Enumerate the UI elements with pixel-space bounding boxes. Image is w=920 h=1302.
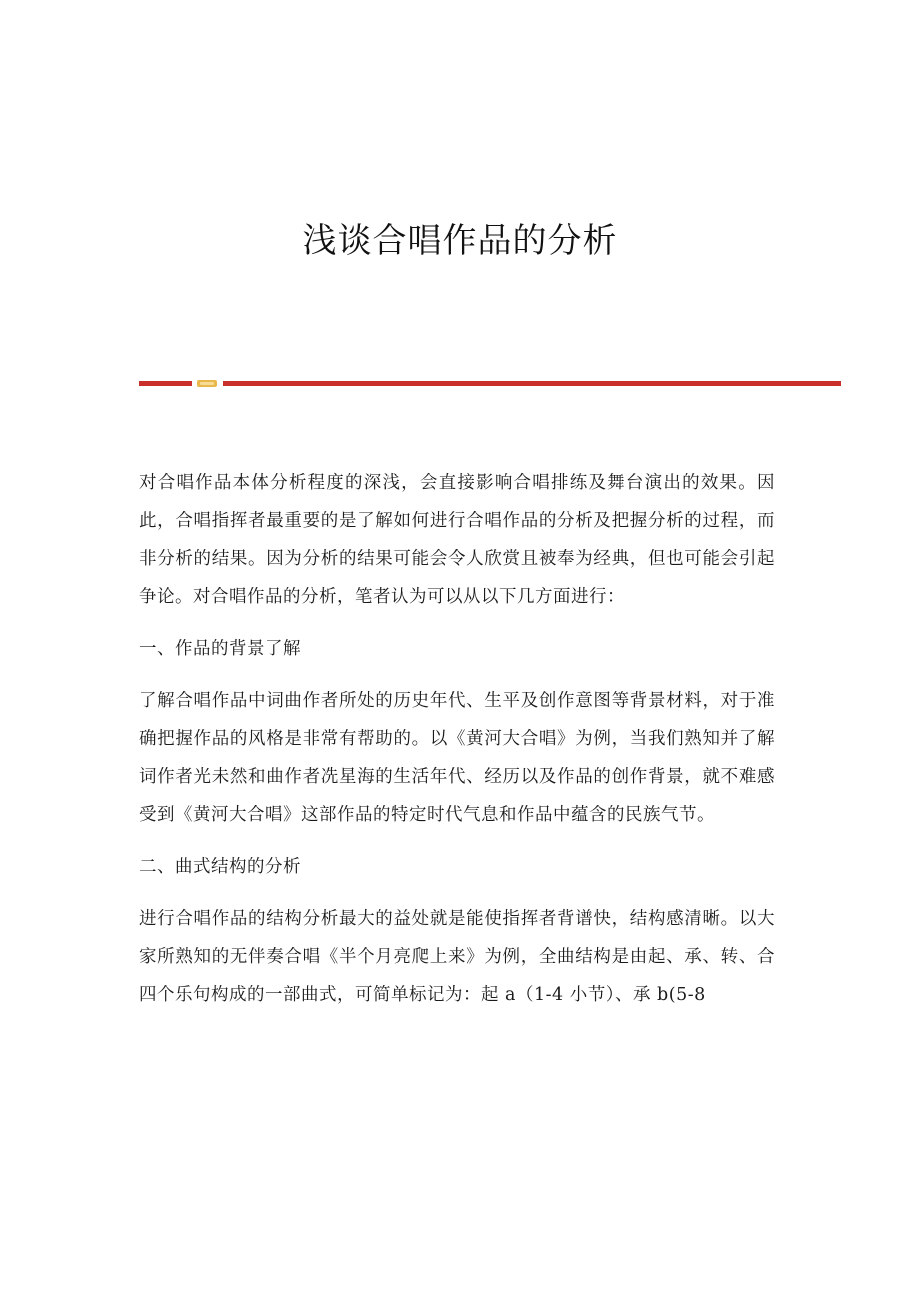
title-divider: [139, 378, 841, 390]
paragraph-background: 了解合唱作品中词曲作者所处的历史年代、生平及创作意图等背景材料，对于准确把握作品的风格是非常有帮助的。以《黄河大合唱》为例，当我们熟知并了解词作者光未然和曲作者冼星海的生活年代、经历以及作品的创作背景，就不难感受到《黄河大合唱》这部作品的特定时代气息和作品中蕴含的民族气节。: [139, 691, 775, 825]
divider-bar-left: [139, 381, 192, 386]
divider-bar-right: [223, 381, 841, 386]
document-title: 浅谈合唱作品的分析: [302, 221, 618, 261]
section-heading-background: 一、作品的背景了解: [139, 639, 301, 659]
document-body: [139, 464, 775, 1028]
paragraph-intro: 对合唱作品本体分析程度的深浅，会直接影响合唱排练及舞台演出的效果。因此，合唱指挥者最重要的是了解如何进行合唱作品的分析及把握分析的过程，而非分析的结果。因为分析的结果可能会令人欣赏且被奉为经典，但也可能会引起争论。对合唱作品的分析，笔者认为可以从以下几方面进行：: [139, 473, 775, 607]
paragraph-structure: 进行合唱作品的结构分析最大的益处就是能使指挥者背谱快，结构感清晰。以大家所熟知的无伴奏合唱《半个月亮爬上来》为例，全曲结构是由起、承、转、合四个乐句构成的一部曲式，可简单标记为：起 a（1-4 小节）、承 b(5-8: [139, 909, 775, 1005]
divider-ornament-icon: [196, 378, 218, 389]
section-heading-structure: 二、曲式结构的分析: [139, 857, 301, 877]
